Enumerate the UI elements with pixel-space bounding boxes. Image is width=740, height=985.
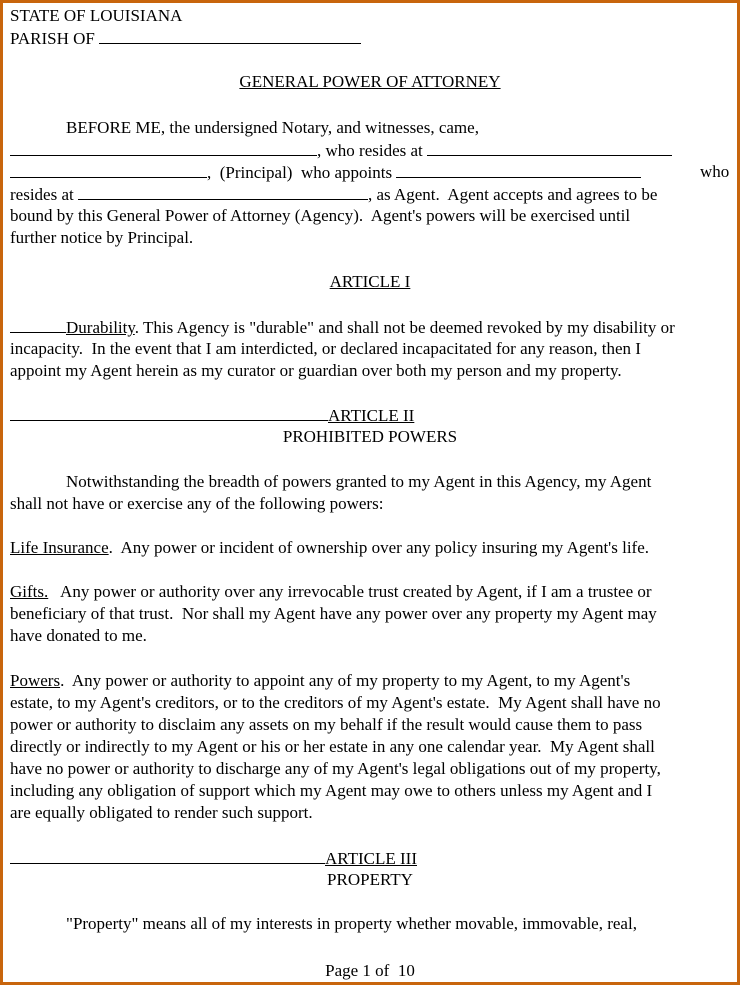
article-2-intro-text-2: shall not have or exercise any of the following powers:	[10, 494, 384, 513]
page-number-text: Page 1 of 10	[325, 961, 415, 980]
article-2-rule	[10, 404, 328, 421]
article-1-line-3	[10, 360, 622, 382]
document-title	[3, 71, 737, 93]
article-2-intro-text-1: Notwithstanding the breadth of powers granted to my Agent in this Agency, my Agent	[66, 472, 652, 491]
parish-label: PARISH OF	[10, 29, 95, 48]
article-1-line-2	[10, 338, 641, 360]
article-3-heading-text: ARTICLE III	[325, 849, 417, 868]
intro-line-5	[10, 205, 630, 227]
article-1-text-2: incapacity. In the event that I am interdicted, or declared incapacitated for any reason, then I	[10, 339, 641, 358]
intro-text-2: , who resides at	[317, 141, 423, 160]
durability-term: Durability	[66, 318, 135, 337]
article-3-subheading	[3, 869, 737, 891]
intro-text-4a: resides at	[10, 185, 74, 204]
powers-text-1: . Any power or authority to appoint any of my property to my Agent, to my Agent's	[60, 671, 631, 690]
gifts-line-2	[10, 603, 657, 625]
title-text: GENERAL POWER OF ATTORNEY	[239, 72, 501, 91]
article-1-text-3: appoint my Agent herein as my curator or guardian over both my person and my property.	[10, 361, 622, 380]
article-2-intro-line-2	[10, 493, 383, 515]
person-address-blank	[427, 139, 672, 156]
article-2-heading-line	[10, 404, 414, 427]
state-line	[10, 5, 182, 27]
intro-text-3a: , (Principal) who appoints	[207, 163, 393, 182]
article-3-subheading-text: PROPERTY	[327, 870, 413, 889]
gifts-text-1: Any power or authority over any irrevocable trust created by Agent, if I am a trustee or	[48, 582, 652, 601]
person-name-blank	[10, 139, 317, 156]
article-3-line-1	[66, 913, 637, 935]
powers-line-4	[10, 736, 655, 758]
page-number	[3, 960, 737, 982]
intro-line-6	[10, 227, 193, 249]
intro-line-3-who	[700, 161, 729, 183]
article-1-heading	[3, 271, 737, 293]
powers-line-3	[10, 714, 642, 736]
indent-rule	[10, 316, 66, 333]
parish-line	[10, 27, 361, 50]
life-insurance-line	[10, 537, 649, 559]
gifts-text-2: beneficiary of that trust. Nor shall my Agent have any power over any property my Agent may	[10, 604, 657, 623]
life-insurance-text: . Any power or incident of ownership over any policy insuring my Agent's life.	[108, 538, 649, 557]
principal-blank	[10, 161, 207, 178]
powers-line-1	[10, 670, 630, 692]
powers-text-7: are equally obligated to render such support.	[10, 803, 313, 822]
intro-line-4	[10, 183, 657, 206]
article-3-rule	[10, 847, 325, 864]
powers-text-4: directly or indirectly to my Agent or his or her estate in any one calendar year. My Agent shall	[10, 737, 655, 756]
article-2-intro-line-1	[66, 471, 651, 493]
powers-line-7	[10, 802, 313, 824]
article-2-subheading-text: PROHIBITED POWERS	[282, 427, 458, 446]
intro-line-2	[10, 139, 672, 162]
intro-line-3	[10, 161, 641, 184]
article-3-text-1: "Property" means all of my interests in property whether movable, immovable, real,	[66, 914, 637, 933]
state-text: STATE OF LOUISIANA	[10, 6, 183, 25]
agent-name-blank	[396, 161, 641, 178]
powers-text-6: including any obligation of support which my Agent may owe to others unless my Agent and I	[10, 781, 653, 800]
powers-line-5	[10, 758, 661, 780]
gifts-line-1	[10, 581, 652, 603]
gifts-term: Gifts.	[10, 582, 49, 601]
article-1-heading-text: ARTICLE I	[329, 272, 411, 291]
intro-text-5: bound by this General Power of Attorney (Agency). Agent's powers will be exercised until	[10, 206, 631, 225]
article-1-text-1: . This Agency is "durable" and shall not be deemed revoked by my disability or	[134, 318, 675, 337]
intro-text-1: BEFORE ME, the undersigned Notary, and witnesses, came,	[66, 118, 479, 137]
powers-text-5: have no power or authority to discharge any of my Agent's legal obligations out of my property,	[10, 759, 661, 778]
powers-text-2: estate, to my Agent's creditors, or to the creditors of my Agent's estate. My Agent shall have no	[10, 693, 661, 712]
powers-term: Powers	[10, 671, 61, 690]
powers-text-3: power or authority to disclaim any assets on my behalf if the result would cause them to pass	[10, 715, 643, 734]
article-2-heading-text: ARTICLE II	[328, 406, 415, 425]
intro-text-3b: who	[700, 162, 730, 181]
article-2-subheading	[3, 426, 737, 448]
intro-line-1	[66, 117, 479, 139]
powers-line-6	[10, 780, 652, 802]
powers-line-2	[10, 692, 661, 714]
gifts-line-3	[10, 625, 147, 647]
life-insurance-term: Life Insurance	[10, 538, 109, 557]
intro-text-4b: , as Agent. Agent accepts and agrees to be	[367, 185, 658, 204]
intro-text-6: further notice by Principal.	[10, 228, 194, 247]
parish-blank	[99, 27, 361, 44]
article-1-line-1	[10, 316, 675, 339]
agent-address-blank	[78, 183, 368, 200]
gifts-text-3: have donated to me.	[10, 626, 147, 645]
article-3-heading-line	[10, 847, 417, 870]
